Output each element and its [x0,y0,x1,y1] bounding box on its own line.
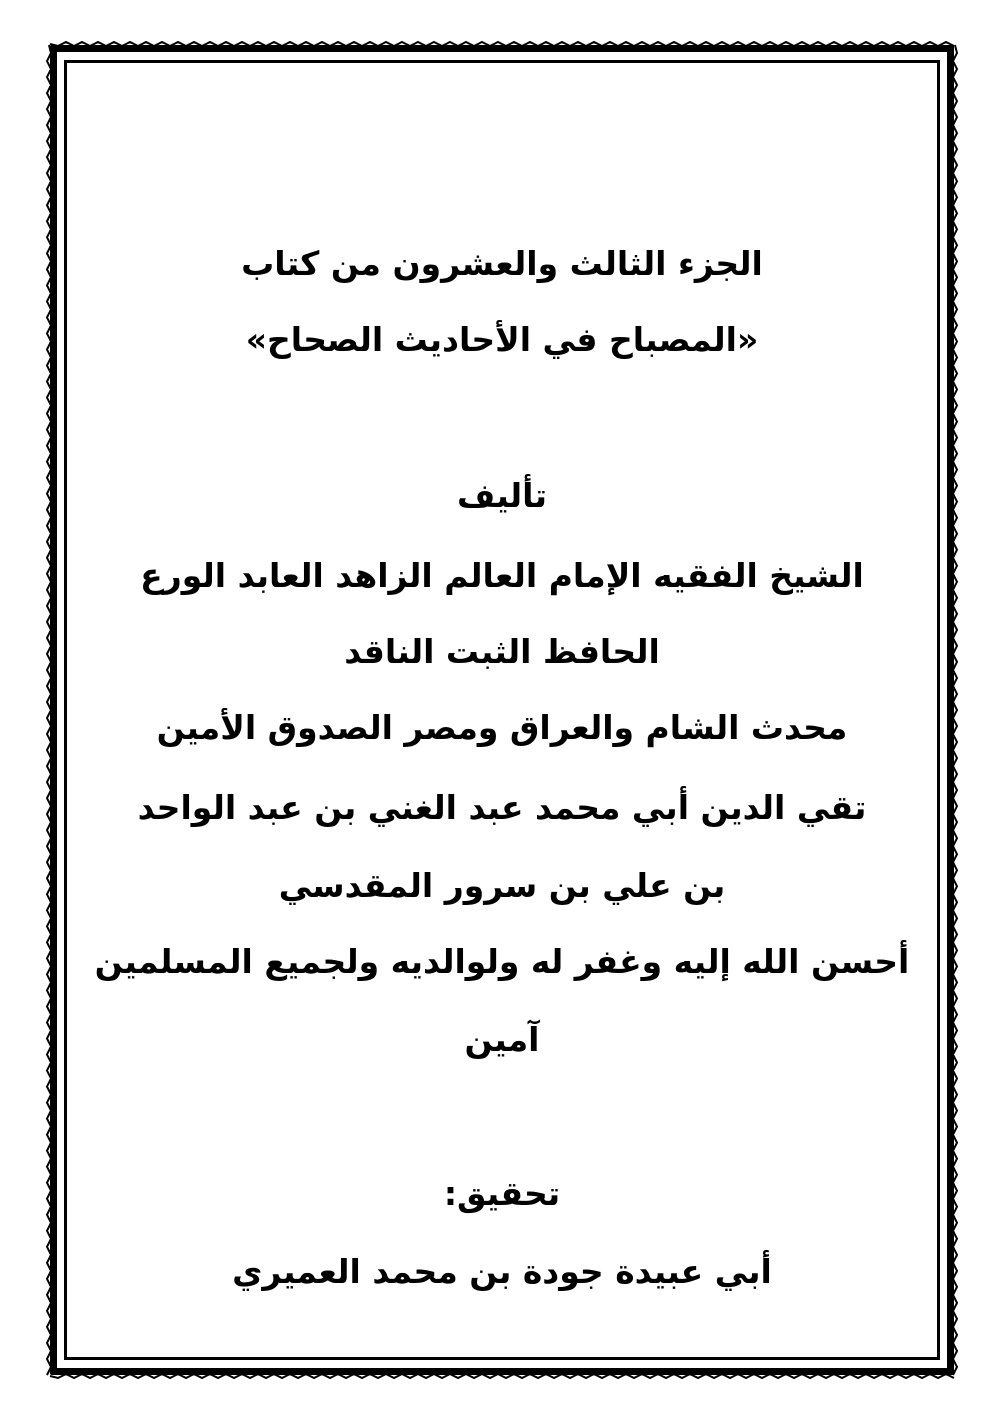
editor-label: تحقيق: [443,1174,561,1213]
border-wave [47,45,51,1375]
border-wave [50,1374,954,1378]
title-line-1: الجزء الثالث والعشرون من كتاب [241,244,763,283]
border-wave [953,45,957,1375]
author-line-6: أحسن الله إليه وغفر له ولوالديه ولجميع المسلمين [94,942,910,981]
author-line-3: محدث الشام والعراق ومصر الصدوق الأمين [156,708,848,747]
author-line-7: آمين [464,1020,540,1059]
author-line-1: الشيخ الفقيه الإمام العالم الزاهد العابد الورع [140,556,864,595]
author-line-5: بن علي بن سرور المقدسي [278,866,726,905]
editor-name: أبي عبيدة جودة بن محمد العميري [232,1252,772,1291]
authorship-label: تأليف [457,476,547,515]
title-line-2: «المصباح في الأحاديث الصحاح» [245,320,759,359]
border-wave [50,42,954,46]
author-line-2: الحافظ الثبت الناقد [344,632,660,671]
author-line-4: تقي الدين أبي محمد عبد الغني بن عبد الواحد [137,788,867,827]
